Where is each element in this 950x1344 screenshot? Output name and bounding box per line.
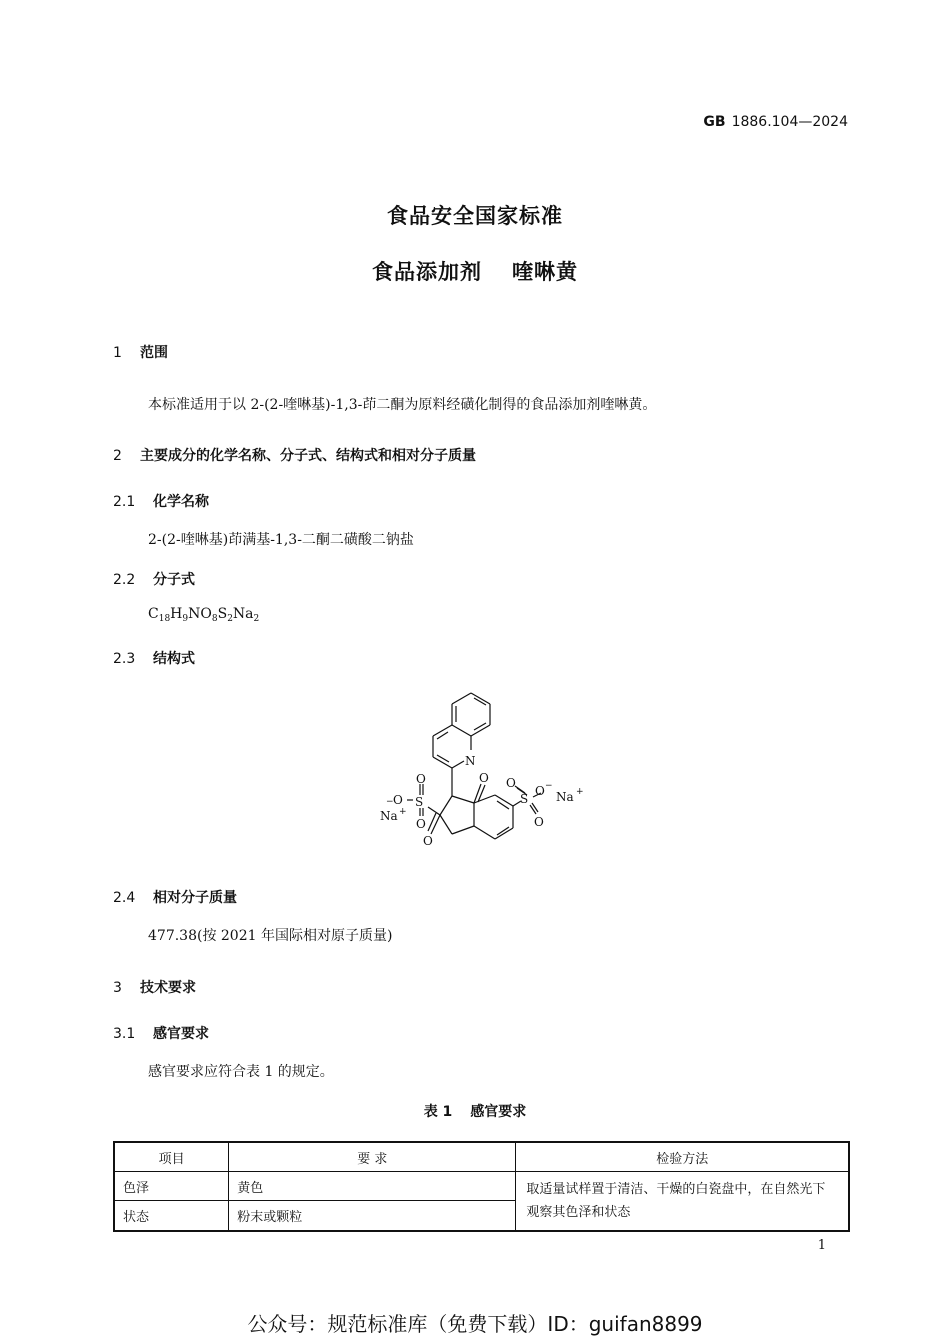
cell-method: 取适量试样置于清洁、干燥的白瓷盘中，在自然光下观察其色泽和状态	[516, 1172, 849, 1232]
table-header-row	[114, 1142, 849, 1172]
sodium-right: Na	[556, 790, 574, 804]
atom-o-right-bottom: O	[534, 815, 544, 829]
cell-requirement: 黄色	[229, 1172, 516, 1201]
atom-o-right-top: O	[506, 776, 516, 790]
footer-watermark: 公众号：规范标准库（免费下载）ID：guifan8899	[247, 1312, 703, 1336]
atom-s-left: S	[415, 795, 424, 809]
section-number: 1	[113, 345, 122, 361]
charge-plus-left: +	[399, 807, 407, 817]
atom-o-carbonyl-bottom: O	[423, 834, 433, 848]
header-item: 项目	[114, 1142, 229, 1172]
section-number: 3.1	[113, 1026, 136, 1042]
atom-o-minus-left: O	[393, 793, 403, 807]
section-title: 分子式	[153, 572, 195, 588]
section-2-4-heading	[113, 887, 237, 907]
requirements-table	[113, 1141, 850, 1232]
section-title: 主要成分的化学名称、分子式、结构式和相对分子质量	[140, 448, 476, 464]
subtitle-part-2: 喹啉黄	[512, 260, 578, 284]
atom-o-carbonyl-top: O	[479, 771, 489, 785]
section-title: 结构式	[153, 651, 195, 667]
atom-o-minus-right: O	[535, 784, 545, 798]
page-number: 1	[817, 1238, 826, 1253]
standard-code-prefix: GB	[703, 114, 726, 130]
atom-o-left-bottom: O	[416, 817, 426, 831]
document-subtitle	[0, 256, 950, 286]
section-number: 2.1	[113, 494, 136, 510]
molecular-formula: $C_{18}H_9NO_8S_2Na_2$	[148, 606, 260, 624]
section-number: 2	[113, 448, 122, 464]
section-3-heading	[113, 977, 196, 997]
section-1-text: 本标准适用于以 2-(2-喹啉基)-1,3-茚二酮为原料经磺化制得的食品添加剂喹啉黄。	[148, 397, 657, 413]
charge-plus-right: +	[576, 787, 584, 797]
section-title: 相对分子质量	[153, 890, 237, 906]
section-title: 技术要求	[140, 980, 196, 996]
charge-minus-left: −	[386, 797, 394, 807]
cell-item: 色泽	[114, 1172, 229, 1201]
section-2-heading	[113, 445, 476, 465]
atom-o-left-top: O	[416, 772, 426, 786]
section-number: 2.2	[113, 572, 136, 588]
section-1-heading	[113, 342, 168, 362]
sodium-left: Na	[380, 809, 398, 823]
structural-formula	[360, 680, 600, 865]
header-requirement: 要 求	[229, 1142, 516, 1172]
subtitle-part-1: 食品添加剂	[372, 260, 482, 284]
cell-item: 状态	[114, 1201, 229, 1231]
standard-code-number: 1886.104—2024	[731, 114, 848, 130]
molecular-mass: 477.38(按 2021 年国际相对原子质量)	[148, 928, 393, 944]
standard-code	[703, 114, 848, 130]
section-number: 2.3	[113, 651, 136, 667]
section-title: 化学名称	[153, 494, 209, 510]
table-caption	[0, 1101, 950, 1121]
section-2-2-heading	[113, 569, 195, 589]
section-3-1-text: 感官要求应符合表 1 的规定。	[148, 1064, 334, 1080]
charge-minus-right: −	[545, 781, 553, 791]
section-title: 范围	[140, 345, 168, 361]
atom-s-right: S	[520, 792, 529, 806]
section-number: 2.4	[113, 890, 136, 906]
header-method: 检验方法	[516, 1142, 849, 1172]
section-2-3-heading	[113, 648, 195, 668]
chemical-name: 2-(2-喹啉基)茚满基-1,3-二酮二磺酸二钠盐	[148, 532, 414, 548]
table-caption-title: 感官要求	[470, 1104, 527, 1120]
table-row	[114, 1172, 849, 1201]
section-title: 感官要求	[153, 1026, 209, 1042]
atom-n: N	[465, 754, 476, 768]
document-title: 食品安全国家标准	[387, 204, 563, 228]
cell-requirement: 粉末或颗粒	[229, 1201, 516, 1231]
section-2-1-heading	[113, 491, 209, 511]
table-caption-number: 表 1	[423, 1104, 453, 1120]
section-3-1-heading	[113, 1023, 209, 1043]
section-number: 3	[113, 980, 122, 996]
